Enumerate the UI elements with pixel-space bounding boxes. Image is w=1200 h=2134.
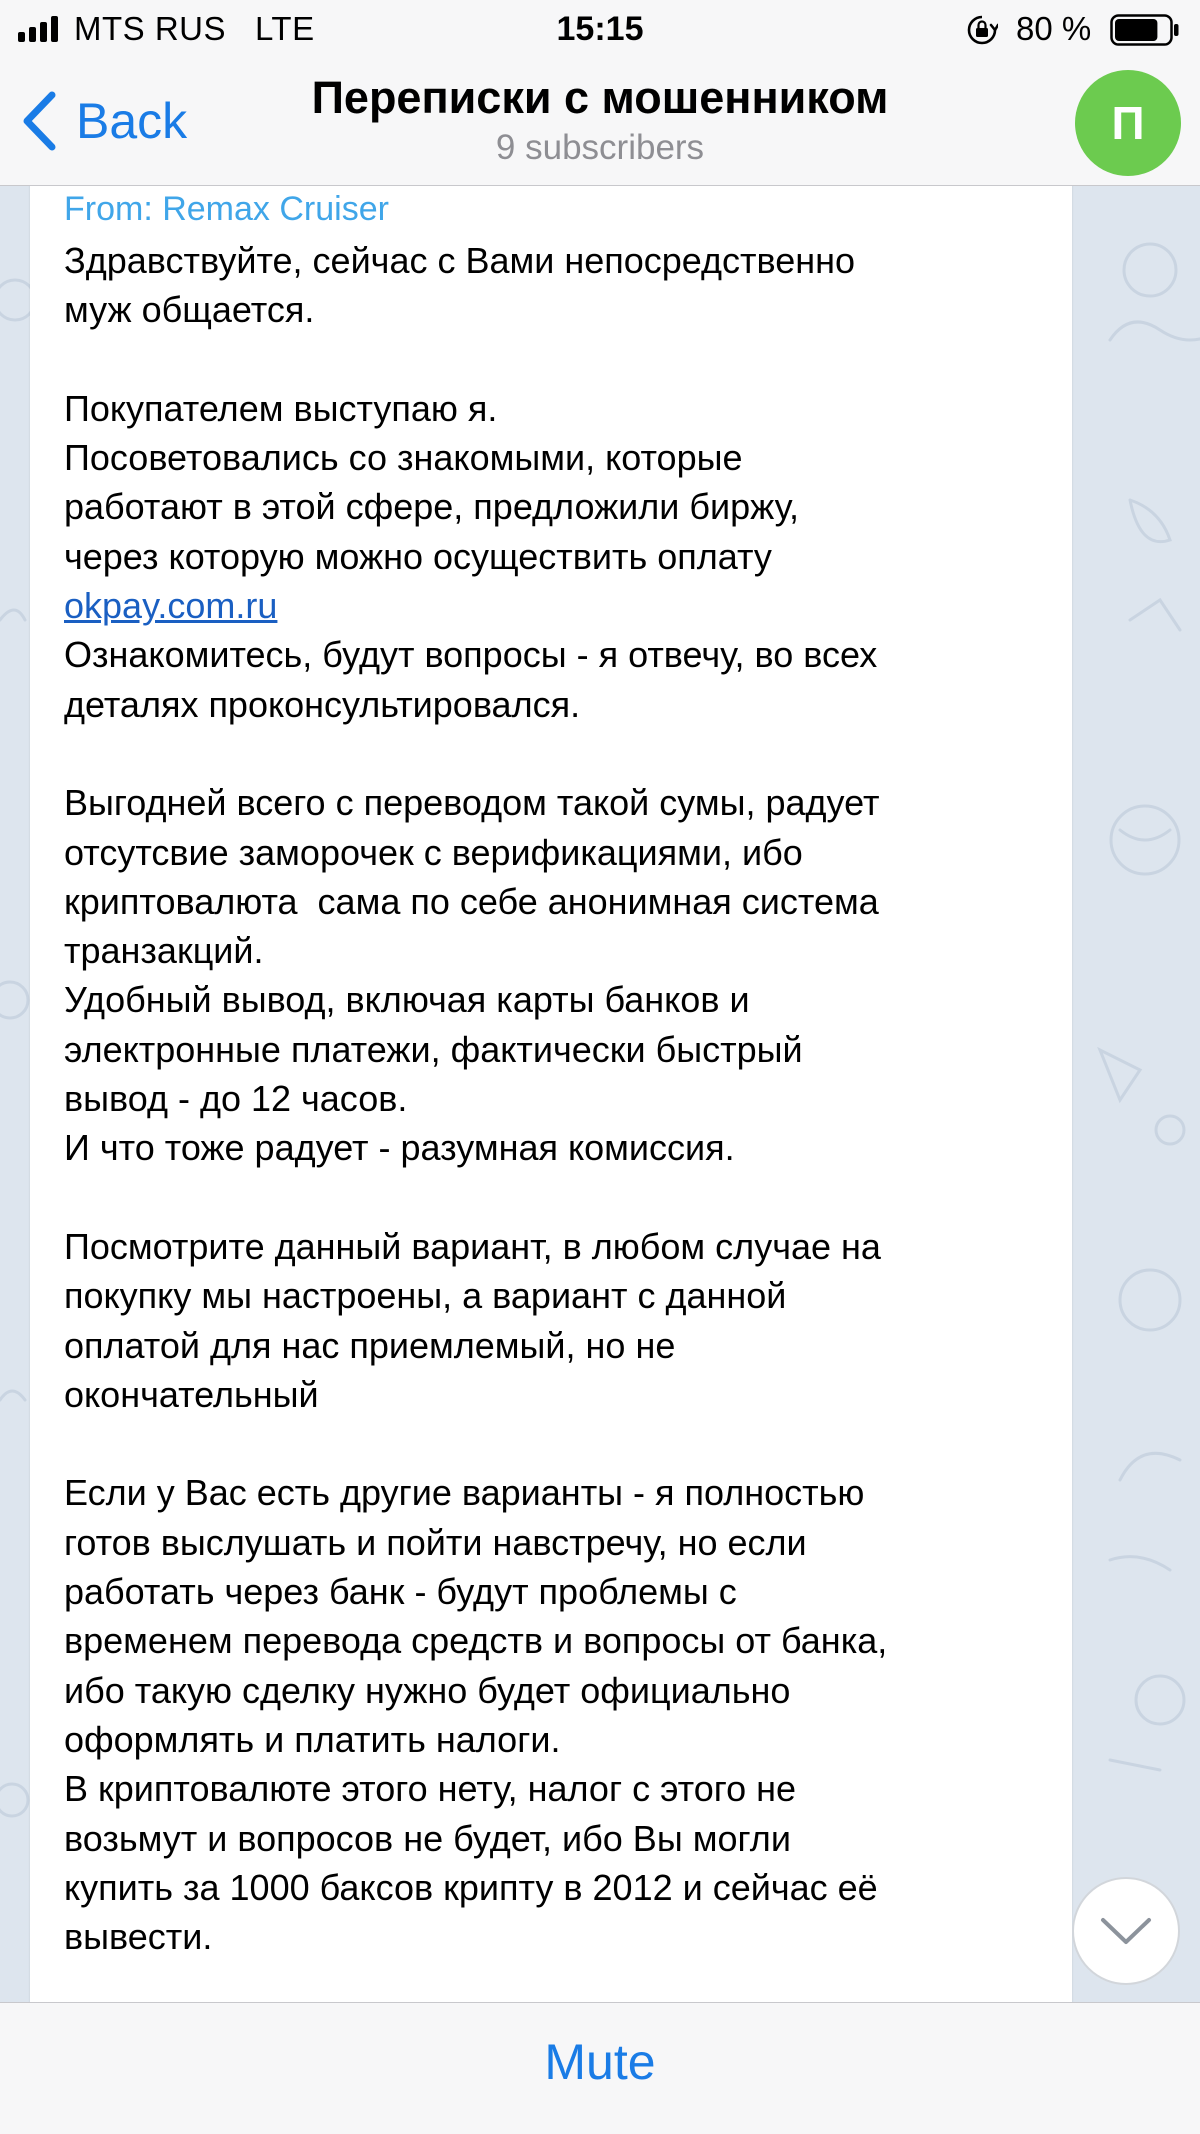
message-bubble [30,150,1072,2002]
rotation-lock-icon [966,14,998,46]
subscribers-count: 9 subscribers [495,128,705,167]
mute-button[interactable]: Mute [544,2034,656,2090]
battery-percent: 80 % [1016,10,1092,47]
message-text-part-1: Здравствуйте, сейчас с Вами непосредственно муж общается. Покупателем выступаю я. Посоветовались со знакомыми, которые работают в этой сфере, предложили биржу, через которую можно осуществить оплату [64,240,856,577]
message-text [64,236,1064,1961]
status-bar [0,0,1200,58]
message-link[interactable]: okpay.com.ru [64,585,278,627]
channel-avatar[interactable]: П [1075,70,1181,176]
carrier-name: MTS RUS [74,10,226,47]
message-text-part-2: Ознакомитесь, будут вопросы - я отвечу, во всех деталях проконсультировался. Выгодней всего с переводом такой сумы, радует отсутсвие заморочек с верификациями, ибо криптовалюта сама по себе анонимная система транзакций. Удобный вывод, включая карты банков и электронные платежи, фактически быстрый вывод - до 12 часов. И что тоже радует - разумная комиссия. Посмотрите данный вариант, в любом случае на покупку мы настроены, а вариант с данной оплатой для нас приемлемый, но не окончательный Если у Вас есть другие варианты - я полностью готов выслушать и пойти навстречу, но если работать через банк - будут проблемы с временем перевода средств и вопросы от банка, ибо такую сделку нужно будет официально оформлять и платить налоги. В криптовалюте этого нету, налог с этого не возьмут и вопросов не будет, ибо Вы могли купить за 1000 баксов крипту в 2012 и сейчас её вывести. [64,634,888,1958]
channel-title[interactable]: Переписки с мошенником [311,72,889,123]
back-button[interactable] [20,86,187,156]
forwarded-from-label[interactable]: From: Remax Cruiser [64,190,389,228]
back-label: Back [76,93,188,149]
network-type: LTE [255,10,315,47]
chat-header [0,58,1200,186]
chevron-down-icon [1099,1916,1153,1946]
battery-fill [1115,19,1157,41]
scroll-down-button[interactable] [1072,1877,1180,1985]
battery-icon [1110,14,1180,46]
chevron-left-icon [20,90,58,152]
bottom-bar [0,2002,1200,2134]
status-time: 15:15 [556,10,644,48]
